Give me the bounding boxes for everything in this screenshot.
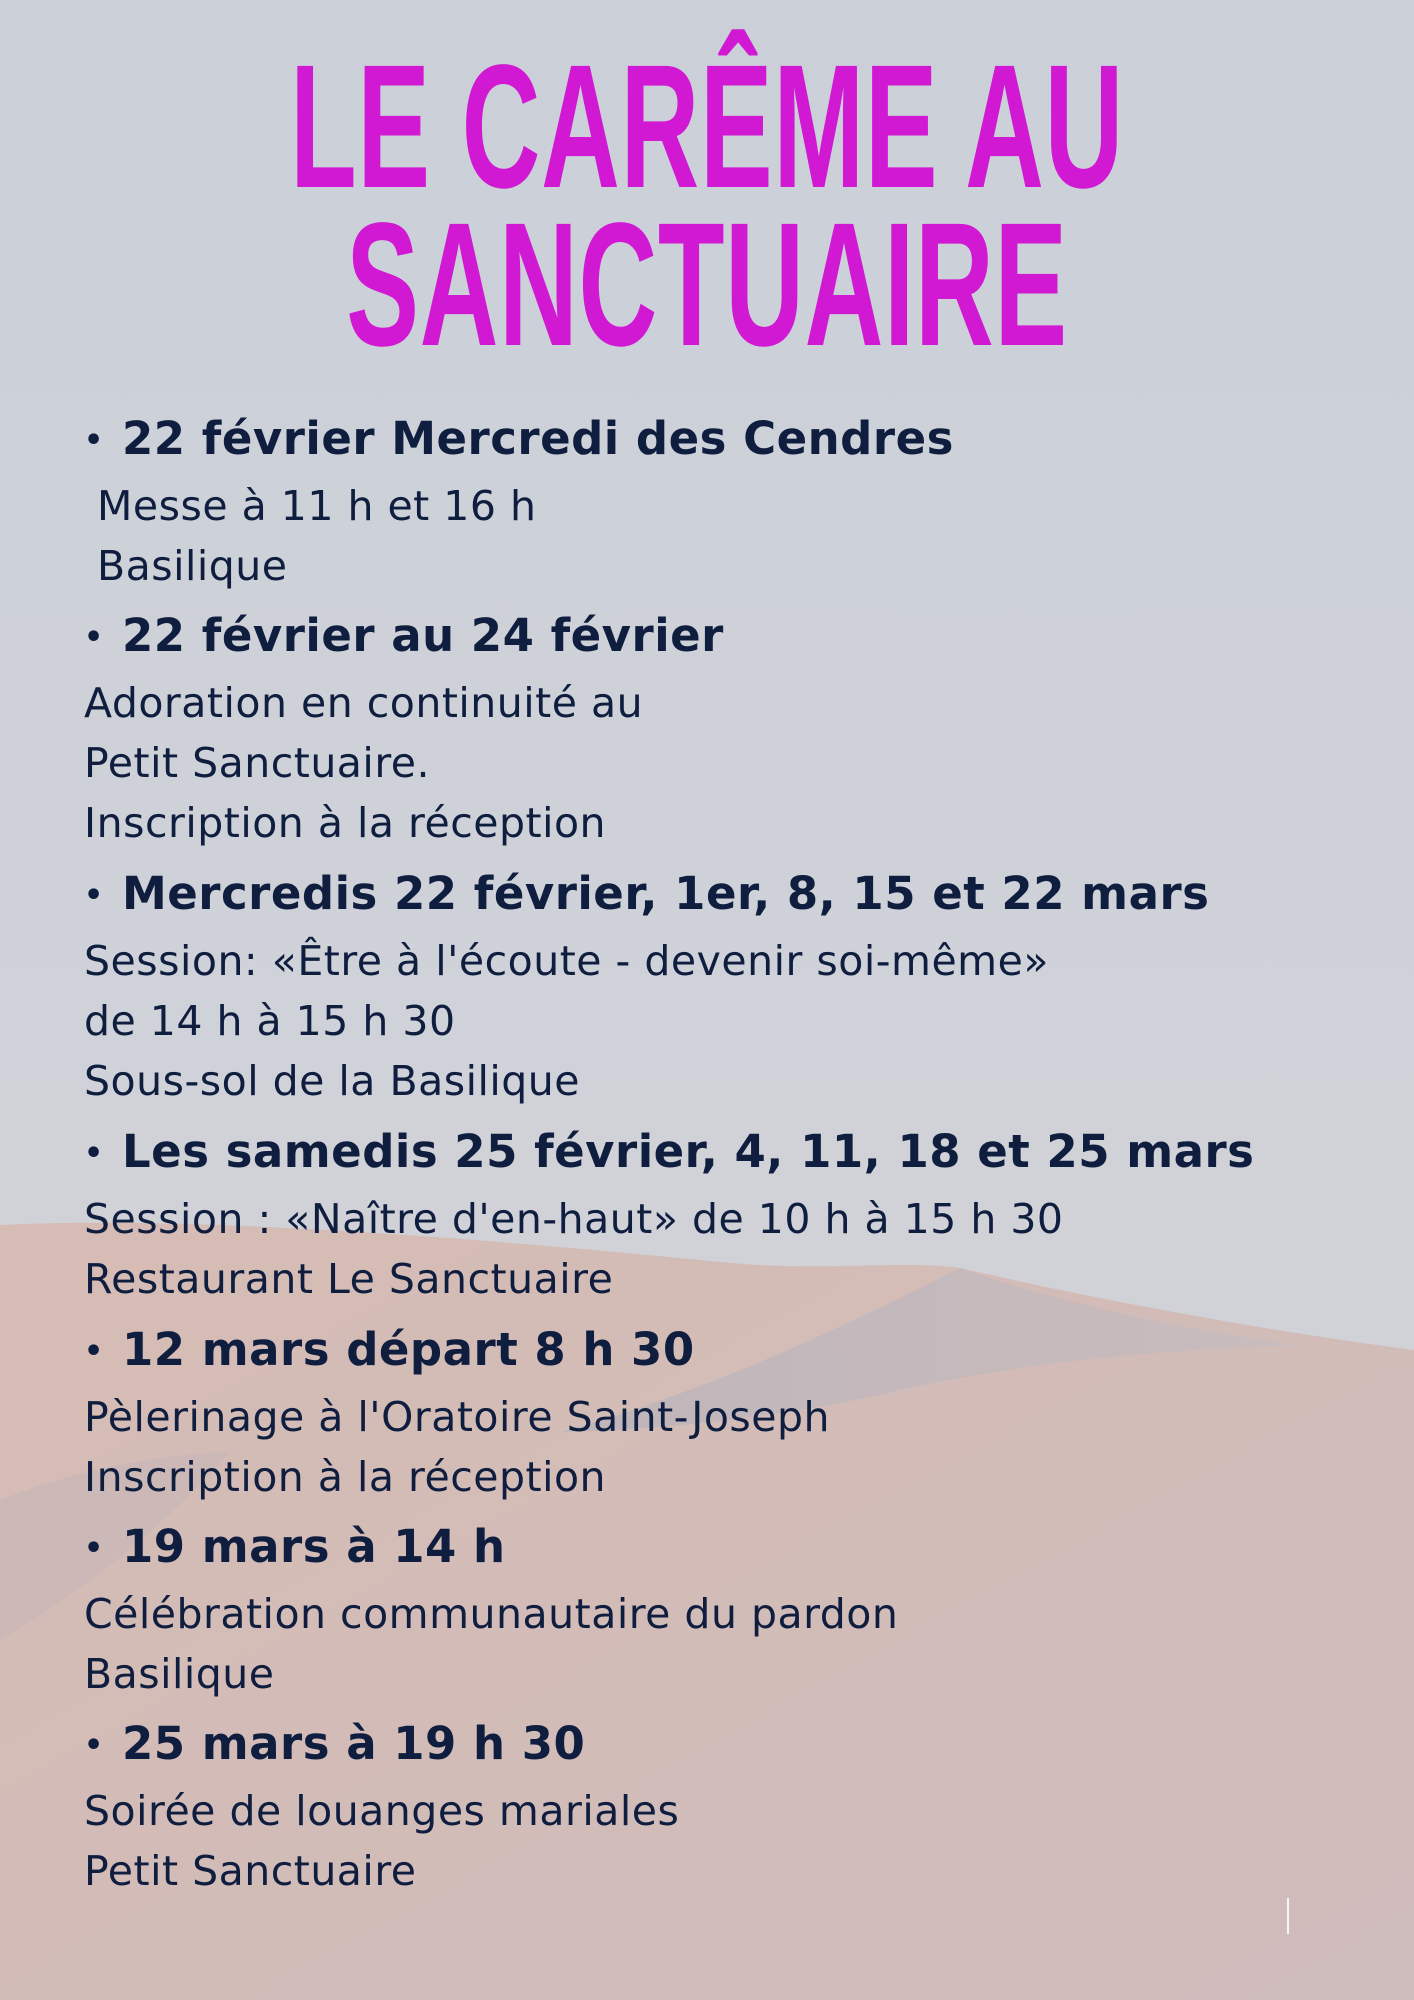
event-location: Restaurant Le Sanctuaire <box>84 1255 614 1303</box>
event-detail: Inscription à la réception <box>84 799 607 847</box>
bullet-icon: • <box>84 423 104 458</box>
bullet-icon: • <box>84 1334 104 1369</box>
event-location: Basilique <box>97 542 288 590</box>
event-heading: • Les samedis 25 février, 4, 11, 18 et 25 mars <box>84 1125 1255 1178</box>
event-heading: • 22 février Mercredi des Cendres <box>84 412 954 465</box>
event-detail: Soirée de louanges mariales <box>84 1787 680 1835</box>
event-heading: • 22 février au 24 février <box>84 609 724 662</box>
event-detail: Inscription à la réception <box>84 1453 607 1501</box>
event-heading: • Mercredis 22 février, 1er, 8, 15 et 22 mars <box>84 867 1210 920</box>
event-detail: Messe à 11 h et 16 h <box>97 482 537 530</box>
text-cursor-mark <box>1287 1898 1289 1934</box>
event-detail: Session : «Naître d'en-haut» de 10 h à 15 h 30 <box>84 1195 1064 1243</box>
bullet-icon: • <box>84 1136 104 1171</box>
poster-title-line-2: SANCTUAIRE <box>346 187 1068 383</box>
poster-title-line-1: LE CARÊME AU <box>290 29 1124 225</box>
event-detail: Petit Sanctuaire. <box>84 739 431 787</box>
event-detail: Adoration en continuité au <box>84 679 644 727</box>
event-detail: Célébration communautaire du pardon <box>84 1590 899 1638</box>
event-detail: Session: «Être à l'écoute - devenir soi-même» <box>84 937 1049 985</box>
bullet-icon: • <box>84 1531 104 1566</box>
bullet-icon: • <box>84 620 104 655</box>
bullet-icon: • <box>84 1728 104 1763</box>
event-location: Petit Sanctuaire <box>84 1847 417 1895</box>
event-location: Basilique <box>84 1650 275 1698</box>
event-location: Sous-sol de la Basilique <box>84 1057 580 1105</box>
event-detail: Pèlerinage à l'Oratoire Saint-Joseph <box>84 1393 831 1441</box>
event-heading: • 19 mars à 14 h <box>84 1520 506 1573</box>
event-heading: • 12 mars départ 8 h 30 <box>84 1323 695 1376</box>
event-heading: • 25 mars à 19 h 30 <box>84 1717 586 1770</box>
bullet-icon: • <box>84 878 104 913</box>
event-detail: de 14 h à 15 h 30 <box>84 997 456 1045</box>
